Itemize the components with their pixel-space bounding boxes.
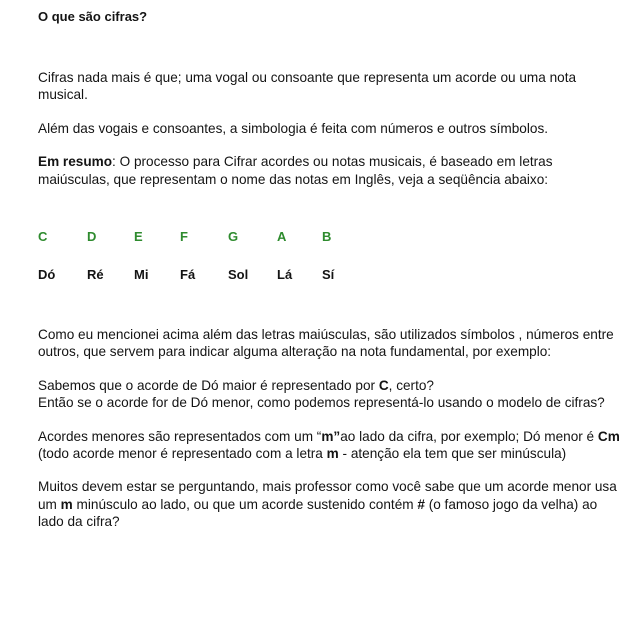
paragraph-summary bbox=[38, 153, 623, 188]
minor-letter: m bbox=[60, 496, 73, 512]
note-letter: A bbox=[277, 229, 287, 245]
question-text: minúsculo ao lado, ou que um acorde sustenido contém bbox=[72, 496, 418, 512]
paragraph-symbology: Além das vogais e consoantes, a simbologia é feita com números e outros símbolos. bbox=[38, 120, 549, 136]
note-letter: C bbox=[38, 229, 48, 245]
note-name: Mi bbox=[134, 267, 149, 283]
minor-text: Acordes menores são representados com um “ bbox=[38, 428, 322, 444]
minor-text: ao lado da cifra, por exemplo; Dó menor é bbox=[340, 428, 598, 444]
note-name: Lá bbox=[277, 267, 293, 283]
section-title: O que são cifras? bbox=[38, 9, 148, 24]
note-name: Sol bbox=[228, 267, 249, 283]
note-name: Fá bbox=[180, 267, 196, 283]
note-name: Ré bbox=[87, 267, 104, 283]
document-page bbox=[38, 8, 623, 531]
note-letter: F bbox=[180, 229, 188, 245]
chord-c: C bbox=[378, 377, 389, 393]
example-text: , certo? bbox=[388, 377, 434, 393]
note-letter: E bbox=[134, 229, 143, 245]
note-name: Dó bbox=[38, 267, 56, 283]
question-text: Muitos devem estar se perguntando, mais professor como você sabe que um acorde menor usa um bbox=[38, 479, 617, 512]
example-text: Sabemos que o acorde de Dó maior é representado por bbox=[38, 377, 379, 393]
note-letter: D bbox=[87, 229, 97, 245]
note-letter: G bbox=[228, 229, 239, 245]
paragraph-example bbox=[38, 377, 623, 412]
paragraph-minor-chords bbox=[38, 428, 623, 463]
chord-cm: Cm bbox=[597, 428, 620, 444]
question-text: (o famoso jogo da velha) ao lado da cifra? bbox=[38, 496, 598, 530]
paragraph-symbols: Como eu mencionei acima além das letras maiúsculas, são utilizados símbolos , números entre outros, que servem para indicar alguma alteração na nota fundamental, por exemplo: bbox=[38, 327, 614, 360]
minor-text: - atenção ela tem que ser minúscula) bbox=[338, 446, 567, 462]
minor-symbol: m” bbox=[321, 428, 341, 444]
note-letter: B bbox=[322, 229, 332, 245]
example-question: Então se o acorde for de Dó menor, como podemos representá-lo usando o modelo de cifras? bbox=[38, 395, 605, 411]
minor-letter: m bbox=[326, 446, 339, 462]
minor-text: (todo acorde menor é representado com a letra bbox=[38, 446, 327, 462]
paragraph-question bbox=[38, 478, 623, 530]
note-name: Sí bbox=[322, 267, 335, 283]
note-names-row bbox=[38, 266, 623, 283]
paragraph-definition: Cifras nada mais é que; uma vogal ou consoante que representa um acorde ou uma nota musical. bbox=[38, 70, 577, 103]
summary-label: Em resumo bbox=[38, 154, 113, 170]
note-letters-row bbox=[38, 228, 623, 245]
summary-text: : O processo para Cifrar acordes ou notas musicais, é baseado em letras maiúsculas, que representam o nome das notas em Inglês, veja a seqüência abaixo: bbox=[38, 154, 553, 187]
sharp-symbol: # bbox=[417, 496, 425, 512]
